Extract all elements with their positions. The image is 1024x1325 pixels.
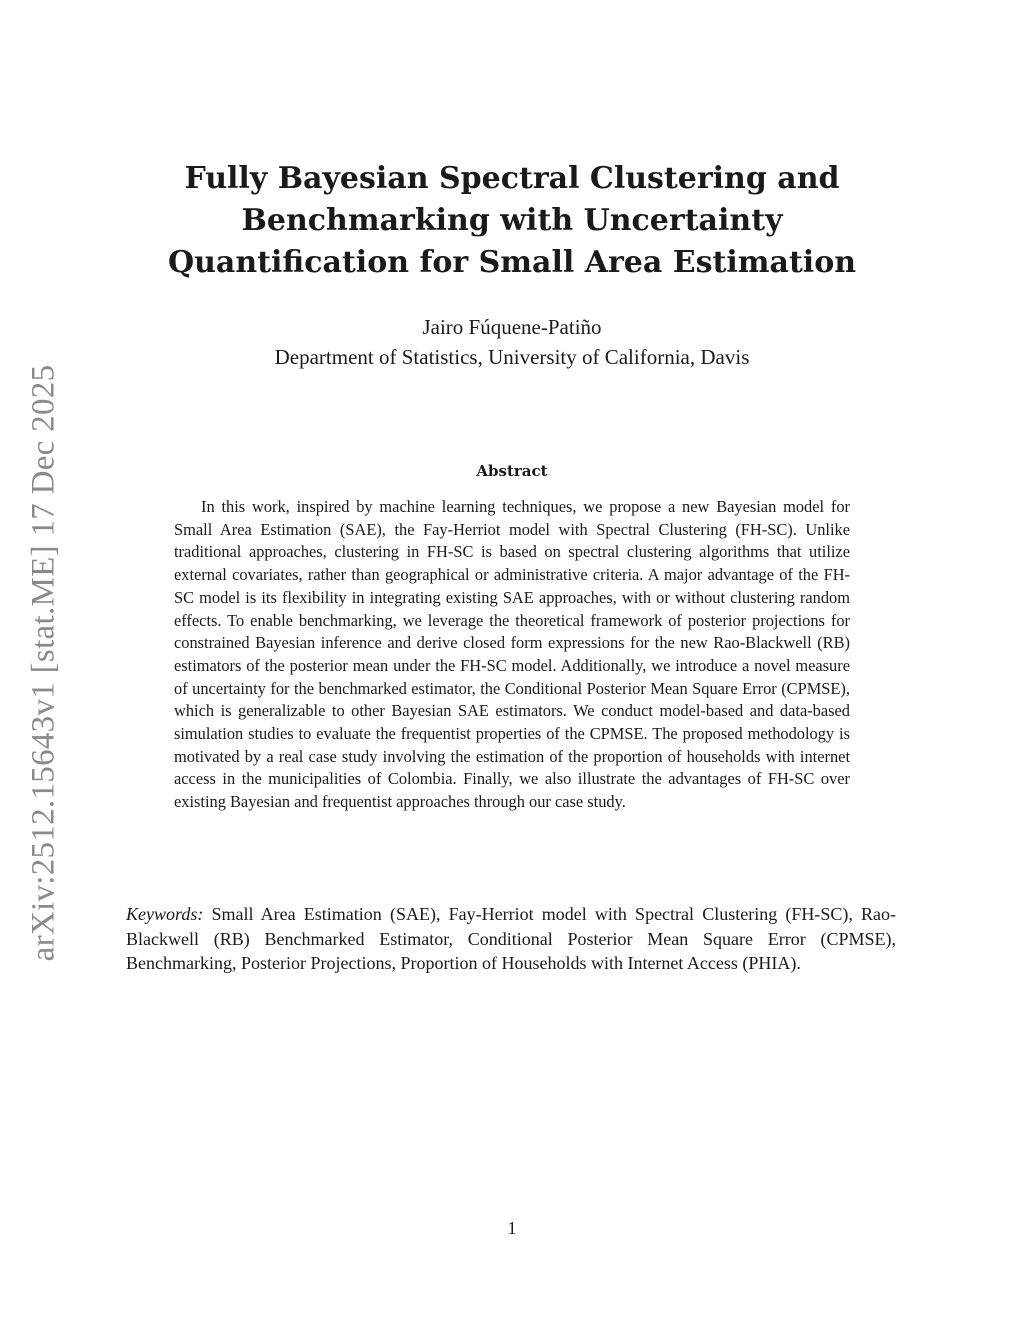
keywords-label: Keywords: xyxy=(126,904,204,924)
abstract-heading: Abstract xyxy=(476,462,548,480)
abstract-text: In this work, inspired by machine learning techniques, we propose a new Bayesian model for Small Area Estimation (SAE), the Fay-Herriot model with Spectral Clustering (FH-SC). Unlike traditional approaches, clustering in FH-SC is based on spectral clustering algorithms that utilize external covariates, rather than geographical or administrative criteria. A major advantage of the FH-SC model is its flexibility in integrating existing SAE approaches, with or without clustering random effects. To enable benchmarking, we leverage the theoretical framework of posterior projections for constrained Bayesian inference and derive closed form expressions for the new Rao-Blackwell (RB) estimators of the posterior mean under the FH-SC model. Additionally, we introduce a novel measure of uncertainty for the benchmarked estimator, the Conditional Posterior Mean Square Error (CPMSE), which is generalizable to other Bayesian SAE estimators. We conduct model-based and data-based simulation studies to evaluate the frequentist properties of the CPMSE. The proposed methodology is motivated by a real case study involving the estimation of the proportion of households with internet access in the municipalities of Colombia. Finally, we also illustrate the advantages of FH-SC over existing Bayesian and frequentist approaches through our case study. xyxy=(174,497,850,812)
keywords-section xyxy=(126,902,896,976)
keywords-text: Small Area Estimation (SAE), Fay-Herriot model with Spectral Clustering (FH-SC), Rao-Blackwell (RB) Benchmarked Estimator, Conditional Posterior Mean Square Error (CPMSE), Benchmarking, Posterior Projections, Proportion of Households with Internet Access (PHIA). xyxy=(126,904,897,973)
author-name: Jairo Fúquene-Patiño xyxy=(422,315,602,339)
paper-title-line: Quantification for Small Area Estimation xyxy=(167,245,857,280)
paper-title xyxy=(130,158,894,284)
arxiv-identifier-stamp: arXiv:2512.15643v1 [stat.ME] 17 Dec 2025 xyxy=(25,364,62,962)
paper-title-line: Benchmarking with Uncertainty xyxy=(241,203,783,238)
author-affiliation: Department of Statistics, University of California, Davis xyxy=(274,345,750,369)
page-number: 1 xyxy=(507,1218,517,1238)
paper-title-line: Fully Bayesian Spectral Clustering and xyxy=(184,161,840,196)
